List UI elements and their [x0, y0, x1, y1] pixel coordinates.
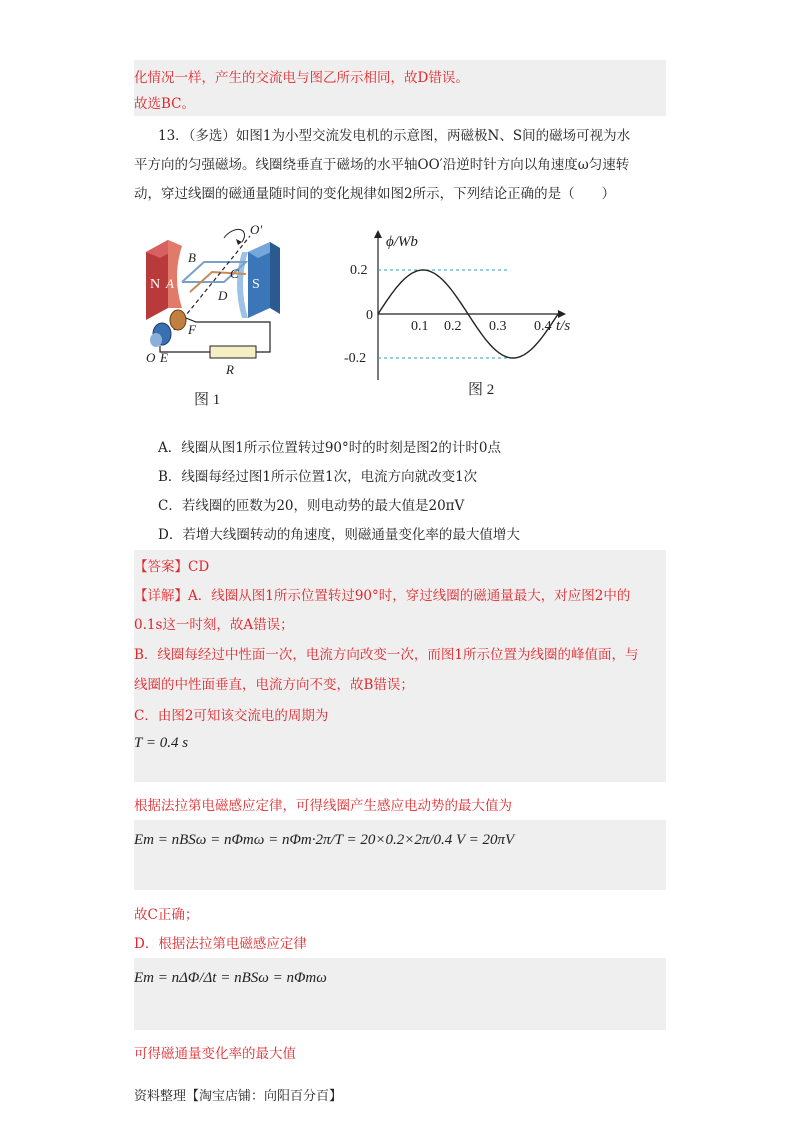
detail-line: 根据法拉第电磁感应定律，可得线圈产生感应电动势的最大值为	[134, 798, 512, 814]
question-line2: 平方向的匀强磁场。线圈绕垂直于磁场的水平轴OO′沿逆时针方向以角速度ω匀速转	[134, 157, 630, 173]
previous-answer-line2: 故选BC。	[134, 96, 196, 112]
formula-em: Em = nBSω = nΦmω = nΦm·2π/T = 20×0.2×2π/0.4 V = 20πV	[134, 832, 515, 848]
formula-period: T = 0.4 s	[134, 735, 189, 751]
label-r: R	[226, 362, 234, 377]
label-a: A	[166, 276, 174, 291]
y-tick-label: -0.2	[344, 351, 367, 366]
flux-time-chart	[338, 222, 608, 402]
origin-label: 0	[366, 308, 373, 323]
option-c: C．若线圈的匝数为20，则电动势的最大值是20πV	[158, 498, 465, 514]
label-b: B	[188, 250, 196, 265]
detail-line: C．由图2可知该交流电的周期为	[134, 708, 329, 724]
option-a: A．线圈从图1所示位置转过90°时的时刻是图2的计时0点	[158, 440, 501, 456]
x-tick-label: 0.1	[411, 319, 429, 334]
detail-line: 0.1s这一时刻，故A错误；	[134, 617, 294, 633]
footer-source: 资料整理【淘宝店铺：向阳百分百】	[134, 1089, 343, 1104]
figure2-caption: 图 2	[468, 382, 495, 398]
resistor	[210, 346, 256, 358]
detail-line: 可得磁通量变化率的最大值	[134, 1046, 296, 1062]
slip-ring	[170, 310, 186, 330]
label-f: F	[188, 322, 196, 337]
answer-label: 【答案】CD	[134, 559, 210, 575]
detail-line: 故C正确；	[134, 907, 199, 923]
detail-line: 【详解】A．线圈从图1所示位置转过90°时，穿过线圈的磁通量最大，对应图2中的	[134, 588, 631, 604]
detail-line: D．根据法拉第电磁感应定律	[134, 936, 307, 952]
question-line3: 动，穿过线圈的磁通量随时间的变化规律如图2所示，下列结论正确的是（ ）	[134, 186, 616, 202]
x-tick-label: 0.2	[444, 319, 462, 334]
y-axis-label: ϕ/Wb	[386, 234, 418, 250]
y-tick-label: 0.2	[350, 263, 368, 278]
formula-block	[134, 820, 666, 890]
label-o: O	[146, 350, 156, 365]
option-d: D．若增大线圈转动的角速度，则磁通量变化率的最大值增大	[158, 527, 520, 543]
label-e: E	[160, 350, 168, 365]
option-b: B．线圈每经过图1所示位置1次，电流方向就改变1次	[158, 469, 478, 485]
previous-answer-line1: 化情况一样，产生的交流电与图乙所示相同，故D错误。	[134, 70, 469, 86]
formula-em-2: Em = nΔΦ/Δt = nBSω = nΦmω	[134, 970, 327, 986]
x-axis-label: t/s	[556, 318, 571, 334]
detail-line: 线圈的中性面垂直，电流方向不变，故B错误；	[134, 677, 414, 693]
question-line1: 13．（多选）如图1为小型交流发电机的示意图，两磁极N、S间的磁场可视为水	[158, 128, 631, 144]
formula-block	[134, 958, 666, 1030]
generator-diagram	[138, 222, 298, 412]
label-s: S	[252, 277, 260, 292]
x-tick-label: 0.4	[534, 319, 552, 334]
label-d: D	[218, 288, 228, 303]
figure1-caption: 图 1	[194, 392, 221, 408]
label-c: C	[230, 266, 239, 281]
detail-line: B．线圈每经过中性面一次，电流方向改变一次，而图1所示位置为线圈的峰值面，与	[134, 647, 639, 663]
label-n: N	[150, 277, 161, 292]
x-tick-label: 0.3	[489, 319, 507, 334]
label-o-prime: O′	[250, 222, 263, 237]
